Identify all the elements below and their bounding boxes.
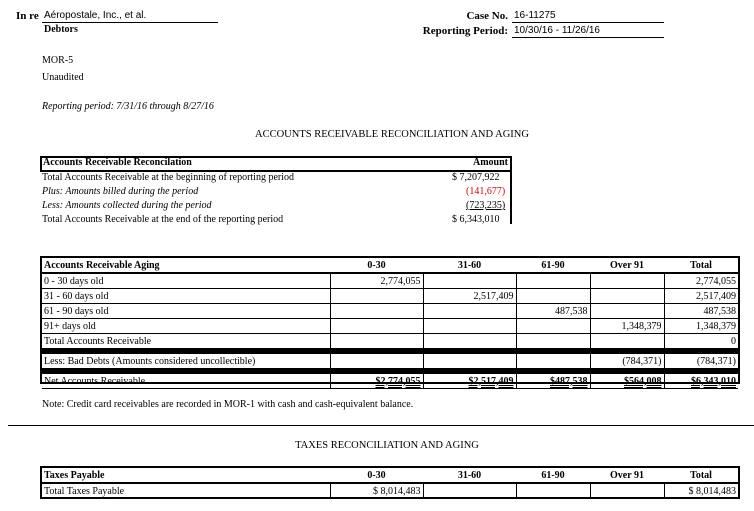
recon-header-amount: Amount [472, 157, 508, 168]
table-row: Total Accounts Receivable 0 [44, 335, 736, 347]
recon-row-label: Less: Amounts collected during the period [42, 200, 212, 211]
aging-col-61-90: 61-90 [516, 258, 590, 273]
aging-table [40, 256, 740, 387]
in-re-label: In re [16, 10, 39, 22]
aging-col-total: Total [664, 258, 738, 273]
recon-row-amount: (141,677) [466, 186, 506, 197]
reporting-period-value: 10/30/16 - 11/26/16 [514, 25, 600, 36]
recon-row-amount: $ 7,207,922 [452, 172, 500, 183]
aging-col-over-91: Over 91 [590, 258, 664, 273]
case-no-label: Case No. [466, 10, 508, 22]
ar-section-title: ACCOUNTS RECEIVABLE RECONCILIATION AND AGING [255, 129, 529, 140]
row-label: Total Taxes Payable [44, 485, 125, 497]
form-code: MOR-5 [42, 55, 74, 66]
recon-row-amount: $ 6,343,010 [452, 214, 500, 225]
table-row: 0 - 30 days old 2,774,055 2,774,055 [42, 273, 738, 289]
reporting-period-label: Reporting Period: [422, 25, 508, 37]
debtors-label: Debtors [44, 24, 78, 35]
row-label: 91+ days old [42, 319, 330, 334]
row-label: Net Accounts Receivable [42, 374, 330, 389]
taxes-table [40, 466, 740, 499]
recon-row-label: Total Accounts Receivable at the beginning of reporting period [42, 172, 295, 183]
row-label: Less: Bad Debts (Amounts considered uncollectible) [42, 354, 330, 369]
recon-row-amount: (723,235) [466, 200, 506, 211]
table-row: Less: Bad Debts (Amounts considered uncollectible) (784,371) (784,371) [44, 355, 736, 367]
form-status: Unaudited [42, 72, 84, 83]
row-label: 31 - 60 days old [42, 289, 330, 304]
table-row: 31 - 60 days old 2,517,409 2,517,409 [44, 290, 736, 302]
taxes-col-61-90: 61-90 [516, 468, 590, 483]
taxes-header-label: Taxes Payable [42, 468, 330, 483]
recon-row-label: Plus: Amounts billed during the period [42, 186, 199, 197]
reconciliation-table [40, 156, 512, 228]
row-label: 61 - 90 days old [42, 304, 330, 319]
debtor-name: Aéropostale, Inc., et al. [44, 10, 147, 21]
table-row: 91+ days old 1,348,379 1,348,379 [44, 320, 736, 332]
row-label: Total Accounts Receivable [42, 334, 330, 349]
tax-section-title: TAXES RECONCILIATION AND AGING [295, 440, 479, 451]
taxes-col-total: Total [664, 468, 738, 483]
taxes-col-0-30: 0-30 [330, 468, 423, 483]
aging-col-31-60: 31-60 [423, 258, 516, 273]
table-row: Total Taxes Payable $ 8,014,483 $ 8,014,483 [42, 483, 738, 498]
note-text: Note: Credit card receivables are recorded in MOR-1 with cash and cash-equivalent balance. [42, 399, 414, 410]
aging-col-0-30: 0-30 [330, 258, 423, 273]
row-label: 0 - 30 days old [42, 273, 330, 289]
recon-row-label: Total Accounts Receivable at the end of the reporting period [42, 214, 284, 225]
table-row: Net Accounts Receivable $2,774,055 $2,517,409 $487,538 $564,008 $6,343,010 [44, 375, 736, 387]
taxes-col-31-60: 31-60 [423, 468, 516, 483]
period-note: Reporting period: 7/31/16 through 8/27/16 [42, 101, 214, 112]
aging-header-label: Accounts Receivable Aging [42, 258, 330, 273]
taxes-col-over-91: Over 91 [590, 468, 664, 483]
case-no-value: 16-11275 [514, 10, 556, 21]
table-row: 61 - 90 days old 487,538 487,538 [44, 305, 736, 317]
recon-header-label: Accounts Receivable Reconcilation [43, 157, 192, 168]
